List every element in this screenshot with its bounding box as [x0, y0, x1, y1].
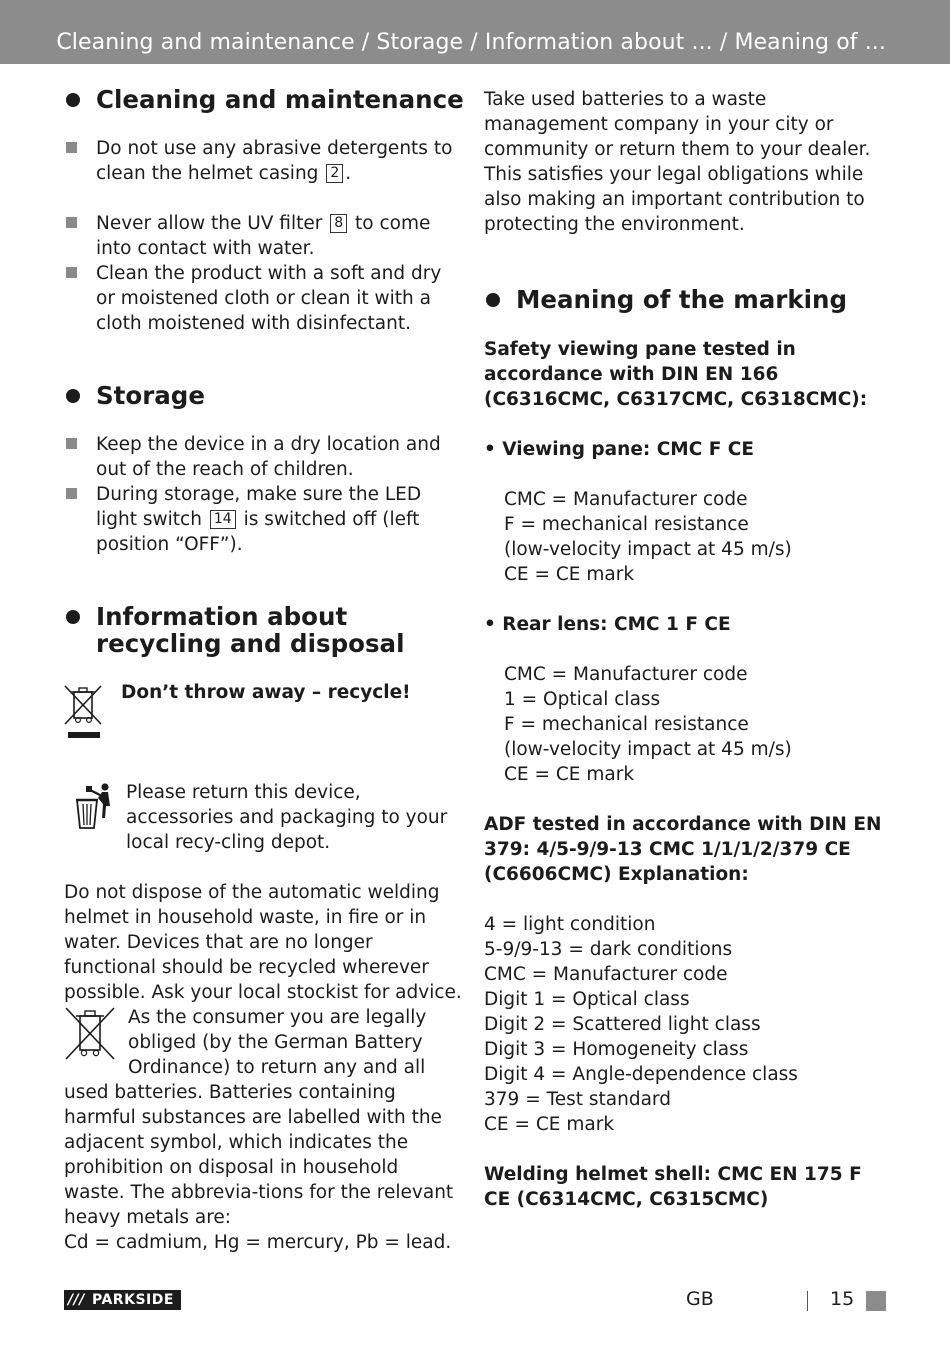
square-bullet: [66, 267, 77, 278]
rear-lens-line: 1 = Optical class: [504, 689, 661, 710]
right-column: [484, 87, 894, 1212]
heading-recycling: [64, 603, 464, 657]
bullet-dot: [66, 610, 80, 624]
square-bullet: [66, 488, 77, 499]
dispose-text: Do not dispose of the automatic welding helmet in household waste, in fire or in water. Devices that are no longer functional should be recycled wherever possible. Ask your local stockist for advice.: [64, 882, 462, 1003]
viewing-pane-line: (low-velocity impact at 45 m/s): [504, 539, 792, 560]
viewing-pane-list: [484, 487, 894, 587]
viewing-pane-line: CMC = Manufacturer code: [504, 489, 748, 510]
adf-line: 379 = Test standard: [484, 1089, 671, 1110]
viewing-pane-line: CE = CE mark: [504, 564, 635, 585]
logo-text: PARKSIDE: [92, 1292, 174, 1308]
square-bullet: [66, 142, 77, 153]
footer-language: GB: [686, 1288, 714, 1310]
square-bullet: [66, 438, 77, 449]
cleaning-item-1-end: .: [345, 163, 352, 184]
adf-line: Digit 3 = Homogeneity class: [484, 1039, 749, 1060]
adf-line: Digit 2 = Scattered light class: [484, 1014, 761, 1035]
cleaning-item-1-text: Do not use any abrasive detergents to clean the helmet casing: [96, 138, 453, 184]
storage-item-1-text: Keep the device in a dry location and out of the reach of children.: [96, 434, 441, 480]
square-bullet: [66, 217, 77, 228]
adf-list: [484, 912, 894, 1137]
heading-marking-text: Meaning of the marking: [516, 285, 848, 314]
recycle-notice: [64, 680, 464, 780]
battery-text: As the consumer you are legally obliged (by the German Battery Ordinance) to return any and all: [128, 1007, 427, 1078]
storage-item-2: [64, 482, 464, 557]
return-text: Please return this device, accessories and packaging to your local recy-cling depot.: [126, 782, 448, 853]
adf-line: CMC = Manufacturer code: [484, 964, 728, 985]
battery-text-cont: used batteries. Batteries containing harmful substances are labelled with the adjacent symbol, which indicates the prohibition on disposal in household waste. The abbrevia-tions for the relevant heavy metals are:: [64, 1082, 454, 1228]
page-header: [0, 0, 950, 64]
rear-lens-line: CE = CE mark: [504, 764, 635, 785]
part-ref-2: 2: [326, 164, 343, 183]
bullet-dot: [66, 93, 80, 107]
adf-line: Digit 4 = Angle-dependence class: [484, 1064, 798, 1085]
left-column: [64, 80, 464, 1255]
person-bin-icon: [74, 782, 116, 837]
adf-line: 5-9/9-13 = dark conditions: [484, 939, 733, 960]
rear-lens-line: CMC = Manufacturer code: [504, 664, 748, 685]
bullet-dot: [66, 389, 80, 403]
cleaning-item-2-text: Never allow the UV filter: [96, 213, 323, 234]
footer-marker: [866, 1291, 886, 1311]
header-title: Cleaning and maintenance / Storage / Information about ... / Meaning of ...: [56, 30, 886, 55]
recycle-title: Don’t throw away – recycle!: [121, 682, 411, 703]
storage-item-2-end: is switched off (left position “OFF”).: [96, 509, 420, 555]
parkside-logo: [64, 1290, 181, 1310]
cleaning-item-3-text: Clean the product with a soft and dry or moistened cloth or clean it with a cloth moistened with disinfectant.: [96, 263, 442, 334]
battery-notice: [64, 1005, 464, 1080]
crossed-bin-icon: [64, 684, 104, 747]
heading-marking: [484, 286, 894, 313]
part-ref-14: 14: [210, 510, 236, 529]
storage-item-2-text: During storage, make sure the LED light switch: [96, 484, 422, 530]
batteries-text: Take used batteries to a waste management company in your city or community or return them to your dealer. This satisfies your legal obligations while also making an important contribution to protecting the environment.: [484, 89, 871, 235]
return-notice: [64, 780, 464, 880]
adf-line: 4 = light condition: [484, 914, 656, 935]
cleaning-item-1: [64, 136, 464, 186]
logo-stripes-icon: ///: [68, 1292, 85, 1308]
shell-title: Welding helmet shell: CMC EN 175 F CE (C6314CMC, C6315CMC): [484, 1164, 862, 1210]
heading-recycling-text: Information about recycling and disposal: [96, 602, 405, 658]
bullet-dot: [486, 293, 500, 307]
adf-line: CE = CE mark: [484, 1114, 615, 1135]
heading-storage-text: Storage: [96, 381, 205, 410]
storage-item-1: [64, 432, 464, 482]
metals-text: Cd = cadmium, Hg = mercury, Pb = lead.: [64, 1232, 452, 1253]
rear-lens-line: F = mechanical resistance: [504, 714, 749, 735]
rear-lens-label: • Rear lens: CMC 1 F CE: [484, 614, 731, 635]
pane-title: Safety viewing pane tested in accordance with DIN EN 166 (C6316CMC, C6317CMC, C6318CMC):: [484, 339, 868, 410]
rear-lens-list: [484, 662, 894, 787]
adf-line: Digit 1 = Optical class: [484, 989, 690, 1010]
cleaning-item-2: [64, 211, 464, 261]
part-ref-8: 8: [330, 214, 347, 233]
heading-cleaning-text: Cleaning and maintenance: [96, 85, 464, 114]
heading-storage: [64, 382, 464, 409]
viewing-pane-label: • Viewing pane: CMC F CE: [484, 439, 755, 460]
footer-divider: [807, 1291, 808, 1311]
adf-title: ADF tested in accordance with DIN EN 379: 4/5-9/9-13 CMC 1/1/1/2/379 CE (C6606CMC) Explanation:: [484, 814, 882, 885]
page-number: 15: [830, 1288, 855, 1310]
cleaning-item-3: [64, 261, 464, 336]
crossed-bin-icon: [64, 1007, 116, 1068]
viewing-pane-line: F = mechanical resistance: [504, 514, 749, 535]
heading-cleaning: [64, 86, 464, 113]
rear-lens-line: (low-velocity impact at 45 m/s): [504, 739, 792, 760]
cleaning-item-2-end: to come into contact with water.: [96, 213, 431, 259]
